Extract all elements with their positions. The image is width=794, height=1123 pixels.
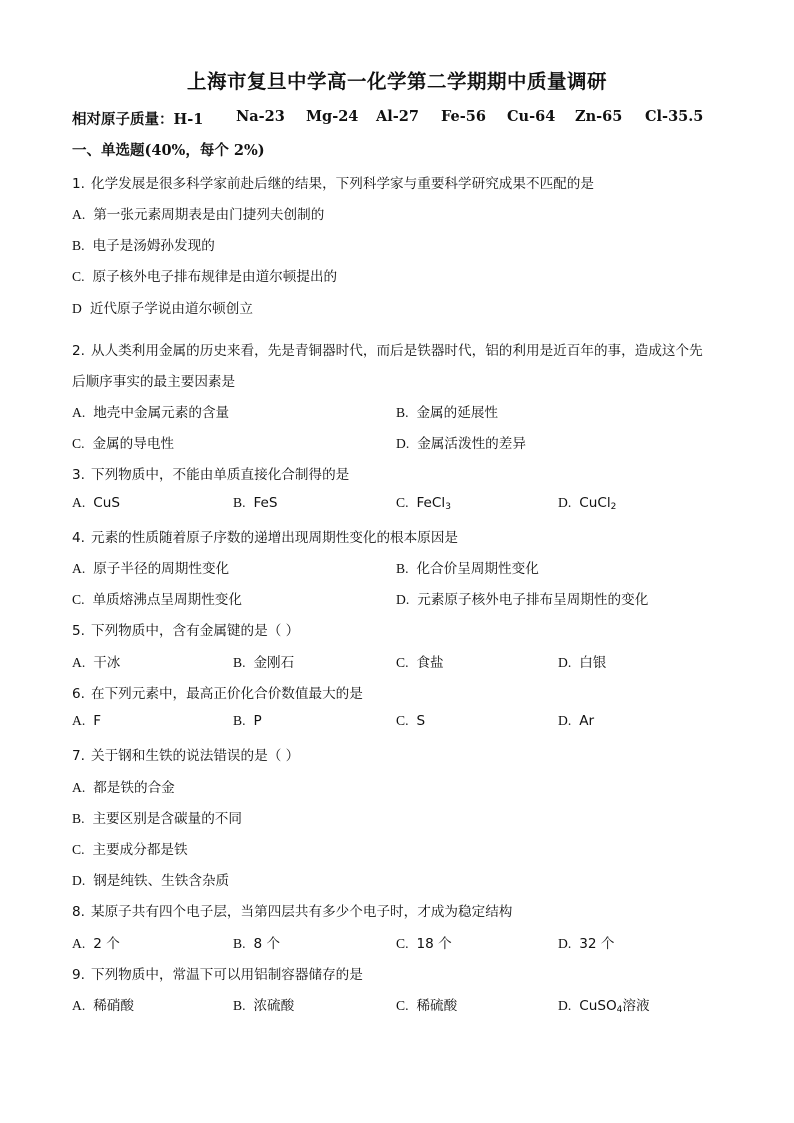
option-text: 主要成分都是铁 — [92, 842, 188, 858]
q1-option-c — [72, 265, 337, 285]
q1-option-a — [72, 203, 324, 223]
q2-option-d — [396, 432, 526, 452]
option-text: 稀硝酸 — [93, 998, 134, 1014]
question-text: 关于钢和生铁的说法错误的是（ ） — [90, 748, 300, 764]
option-text: 稀硫酸 — [416, 998, 458, 1014]
option-text: 金属的延展性 — [416, 405, 499, 421]
option-text: 化合价呈周期性变化 — [416, 561, 539, 577]
question-number: 2. — [72, 343, 85, 359]
option-text: 原子半径的周期性变化 — [93, 561, 230, 577]
option-text: 金刚石 — [253, 655, 295, 671]
option-letter: C. — [396, 936, 409, 951]
option-letter: D. — [396, 592, 410, 607]
q4-option-c — [72, 588, 242, 608]
q3-option-d — [558, 495, 616, 512]
option-text: 都是铁的合金 — [93, 780, 175, 796]
q4-option-a — [72, 557, 229, 577]
q7-option-c — [72, 838, 188, 858]
option-text: 浓硫酸 — [253, 998, 295, 1014]
option-text: 第一张元素周期表是由门捷列夫创制的 — [93, 207, 325, 223]
option-text: 近代原子学说由道尔顿创立 — [89, 301, 253, 317]
question-3 — [72, 463, 349, 483]
option-letter: C. — [72, 436, 85, 451]
page-title: 上海市复旦中学高一化学第二学期期中质量调研 — [186, 70, 607, 93]
option-text: Ar — [579, 713, 595, 729]
q8-option-a — [72, 932, 120, 952]
q9-option-a — [72, 994, 134, 1014]
option-text: 主要区别是含碳量的不同 — [92, 811, 242, 827]
option-text: 金属活泼性的差异 — [417, 436, 526, 452]
q3-option-b — [233, 495, 278, 511]
q8-option-c — [396, 932, 452, 952]
option-letter: C. — [396, 655, 409, 670]
q7-option-a — [72, 776, 175, 796]
question-5 — [72, 619, 299, 639]
subscript: 3 — [445, 502, 451, 512]
q7-option-d — [72, 869, 229, 889]
q6-option-b — [233, 713, 262, 729]
question-9 — [72, 963, 363, 983]
option-text: 钢是纯铁、生铁含杂质 — [93, 873, 230, 889]
option-text: 金属的导电性 — [92, 436, 175, 452]
option-letter: B. — [396, 561, 409, 576]
option-text: S — [416, 713, 426, 729]
option-letter: B. — [72, 811, 85, 826]
q2-option-c — [72, 432, 174, 452]
q3-option-c — [396, 495, 451, 512]
question-number: 5. — [72, 623, 85, 639]
mass-cl: Cl-35.5 — [645, 108, 704, 125]
option-text: 地壳中金属元素的含量 — [93, 405, 230, 421]
question-6 — [72, 682, 363, 702]
option-letter: C. — [396, 495, 409, 510]
option-letter: A. — [72, 561, 86, 576]
option-text: 电子是汤姆孙发现的 — [92, 238, 215, 254]
q2-option-a — [72, 401, 229, 421]
question-number: 7. — [72, 748, 85, 764]
option-letter: A. — [72, 998, 86, 1013]
q8-option-d — [558, 932, 614, 952]
option-letter: D. — [558, 998, 572, 1013]
question-number: 6. — [72, 686, 85, 702]
option-letter: B. — [233, 495, 246, 510]
q5-option-b — [233, 651, 294, 671]
mass-cu: Cu-64 — [507, 108, 556, 125]
option-letter: B. — [233, 936, 246, 951]
option-letter: A. — [72, 713, 86, 728]
section-heading: 一、单选题(40%，每个 2%) — [72, 142, 265, 159]
q9-option-b — [233, 994, 294, 1014]
question-text: 下列物质中，含有金属键的是（ ） — [90, 623, 300, 639]
question-2-line-2: 后顺序事实的最主要因素是 — [72, 374, 236, 390]
mass-fe: Fe-56 — [441, 108, 486, 125]
option-text: FeS — [253, 495, 278, 511]
option-text: CuS — [93, 495, 120, 511]
q8-option-b — [233, 932, 280, 952]
question-4 — [72, 526, 458, 546]
mass-na: Na-23 — [236, 108, 285, 125]
question-text: 在下列元素中，最高正价化合价数值最大的是 — [90, 686, 363, 702]
option-letter: C. — [72, 269, 85, 284]
q6-option-d — [558, 713, 594, 729]
option-letter: A. — [72, 655, 86, 670]
q5-option-d — [558, 651, 606, 671]
option-letter: D. — [558, 713, 572, 728]
q1-option-b — [72, 234, 215, 254]
option-text: 干冰 — [93, 655, 121, 671]
question-7 — [72, 744, 299, 764]
option-letter: D — [72, 301, 82, 316]
q6-option-c — [396, 713, 425, 729]
option-letter: A. — [72, 780, 86, 795]
q5-option-c — [396, 651, 444, 671]
subscript: 4 — [616, 1005, 623, 1015]
relative-atomic-mass-line — [72, 108, 752, 130]
option-letter: B. — [233, 998, 246, 1013]
option-letter: C. — [72, 592, 85, 607]
question-text: 从人类利用金属的历史来看，先是青铜器时代，而后是铁器时代，铝的利用是近百年的事，造成这个先 — [90, 343, 703, 359]
question-8 — [72, 900, 512, 920]
option-letter: C. — [72, 842, 85, 857]
option-text: 食盐 — [416, 655, 444, 671]
question-number: 9. — [72, 967, 85, 983]
question-number: 1. — [72, 176, 85, 192]
option-letter: B. — [396, 405, 409, 420]
option-letter: B. — [233, 713, 246, 728]
option-text: 单质熔沸点呈周期性变化 — [92, 592, 242, 608]
q4-option-b — [396, 557, 539, 577]
option-text: 白银 — [579, 655, 607, 671]
option-text: F — [93, 713, 102, 729]
question-text: 下列物质中，常温下可以用铝制容器储存的是 — [90, 967, 363, 983]
option-letter: A. — [72, 495, 86, 510]
option-letter: D. — [558, 655, 572, 670]
q6-option-a — [72, 713, 101, 729]
option-text: 32 个 — [579, 936, 615, 952]
option-text: P — [253, 713, 262, 729]
mass-mg: Mg-24 — [306, 108, 359, 125]
option-text-tail: 溶液 — [622, 998, 650, 1014]
option-text: FeCl — [416, 495, 446, 511]
option-text: 8 个 — [253, 936, 281, 952]
question-number: 3. — [72, 467, 85, 483]
question-2 — [72, 339, 703, 359]
option-letter: B. — [233, 655, 246, 670]
option-text: 元素原子核外电子排布呈周期性的变化 — [417, 592, 649, 608]
subscript: 2 — [610, 502, 617, 512]
option-letter: D. — [558, 936, 572, 951]
mass-zn: Zn-65 — [575, 108, 623, 125]
question-1 — [72, 172, 594, 192]
question-text: 元素的性质随着原子序数的递增出现周期性变化的根本原因是 — [90, 530, 459, 546]
option-letter: C. — [396, 998, 409, 1013]
q5-option-a — [72, 651, 120, 671]
q9-option-d — [558, 994, 650, 1015]
option-text: 原子核外电子排布规律是由道尔顿提出的 — [92, 269, 338, 285]
q2-option-b — [396, 401, 498, 421]
question-number: 8. — [72, 904, 85, 920]
option-letter: C. — [396, 713, 409, 728]
option-letter: D. — [558, 495, 572, 510]
option-letter: D. — [72, 873, 86, 888]
question-text: 下列物质中，不能由单质直接化合制得的是 — [90, 467, 350, 483]
question-text: 化学发展是很多科学家前赴后继的结果，下列科学家与重要科学研究成果不匹配的是 — [90, 176, 594, 192]
option-text: 18 个 — [416, 936, 452, 952]
q9-option-c — [396, 994, 457, 1014]
option-letter: A. — [72, 936, 86, 951]
option-letter: D. — [396, 436, 410, 451]
q4-option-d — [396, 588, 648, 608]
option-text: 2 个 — [93, 936, 120, 952]
option-letter: A. — [72, 207, 86, 222]
option-letter: A. — [72, 405, 86, 420]
question-text: 某原子共有四个电子层，当第四层共有多少个电子时，才成为稳定结构 — [90, 904, 513, 920]
option-letter: B. — [72, 238, 85, 253]
option-text: CuCl — [579, 495, 611, 511]
mass-al: Al-27 — [376, 108, 419, 125]
q7-option-b — [72, 807, 242, 827]
q1-option-d — [72, 297, 253, 317]
masses-label: 相对原子质量：H-1 — [72, 111, 204, 128]
q3-option-a — [72, 495, 120, 511]
question-number: 4. — [72, 530, 85, 546]
option-text: CuSO — [579, 998, 617, 1014]
